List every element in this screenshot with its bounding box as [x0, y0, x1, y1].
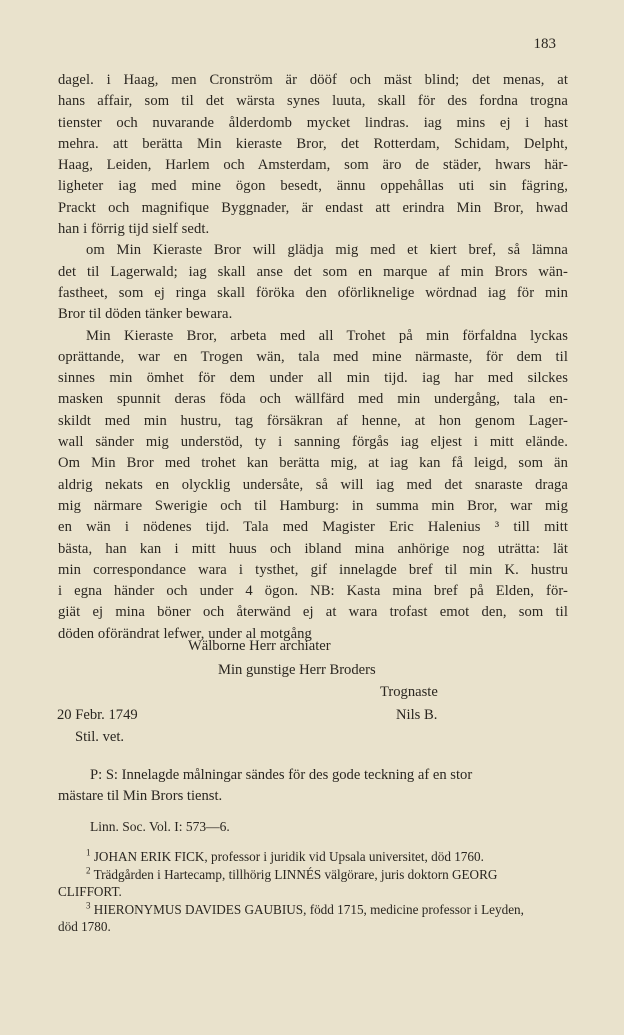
letter-date: 20 Febr. 1749: [57, 707, 138, 723]
text-line: aldrig nekats en olycklig undersåte, så will iag med det snaraste draga: [58, 476, 568, 493]
closing-salutation: Wälborne Herr archiater: [188, 638, 331, 654]
closing-line: Min gunstige Herr Broders: [218, 662, 376, 678]
text-line: Min Kieraste Bror, arbeta med all Trohet på min förfaldna lyckas: [86, 327, 568, 344]
postscript-line: P: S: Innelagde målningar sändes för des gode teckning af en stor: [90, 767, 473, 783]
closing-trognaste: Trognaste: [380, 684, 438, 700]
footnote: [58, 848, 568, 866]
text-line: wall sänder mig understöd, ty i sanning förgås iag eljest i mitt elände.: [58, 434, 568, 451]
source-citation: Linn. Soc. Vol. I: 573—6.: [90, 819, 230, 834]
footnote-text: HIERONYMUS DAVIDES GAUBIUS, född 1715, medicine professor i Leyden,: [93, 901, 524, 917]
footnote: [58, 866, 568, 901]
postscript: [58, 765, 568, 808]
footnote: [58, 901, 568, 936]
footnote-mark: 1: [86, 847, 91, 858]
text-line: dagel. i Haag, men Cronström är dööf och mäst blind; det menas, at: [58, 72, 568, 88]
footnote-mark: 3: [86, 900, 91, 911]
text-line: mig närmare Swerigie och til Hamburg: in summa min Bror, war mig: [58, 497, 568, 514]
text-line: Prackt och magnifique Byggnader, är endast att erindra Min Bror, hwad: [58, 199, 568, 216]
text-line: det til Lagerwald; iag skall anse det som en marque af min Brors wän-: [58, 263, 568, 280]
text-line: Haag, Leiden, Harlem och Amsterdam, som äro de städer, hwars här-: [58, 157, 568, 174]
text-line: masken spunnit deras föda och wällfärd med min undergång, tala en-: [58, 391, 568, 408]
text-line: om Min Kieraste Bror will glädja mig med et kiert bref, så lämna: [86, 242, 568, 259]
text-line: oprättande, war en Trogen wän, tala med mine närmaste, för dem til: [58, 348, 568, 365]
page-number: 183: [533, 36, 556, 52]
text-line: en wän i nödenes tijd. Tala med Magister Eric Halenius ³ till mitt: [58, 519, 568, 536]
footnote-text: JOHAN ERIK FICK, professor i juridik vid Upsala universitet, död 1760.: [93, 849, 484, 864]
footnote-text: död 1780.: [58, 919, 111, 934]
postscript-line: mästare til Min Brors tienst.: [58, 788, 223, 805]
text-line: skildt med min hustru, tag försäkran af henne, at hon genom Lager-: [58, 412, 568, 429]
text-line: i egna händer och under 4 ögon. NB: Kasta mina bref på Elden, för-: [58, 583, 568, 600]
text-line: sinnes min ömhet för dem under all min tijd. iag har med silckes: [58, 370, 568, 387]
text-line: han i förrig tijd sielf sedt.: [58, 221, 210, 238]
footnote-text: CLIFFORT.: [58, 884, 122, 899]
signature: Nils B.: [396, 707, 438, 723]
date-style: Stil. vet.: [75, 729, 125, 745]
text-line: Bror til döden tänker bewara.: [58, 306, 233, 323]
text-line: döden oförändrat lefwer, under al motgång: [58, 625, 312, 642]
letter-body: [58, 70, 568, 645]
text-line: tienster och nuvarande ålderdomb mycket lindras. iag mins ej i hast: [58, 114, 568, 131]
footnote-text: Trädgården i Hartecamp, tillhörig LINNÉS välgörare, juris doktorn GEORG: [93, 866, 498, 882]
text-line: fastheet, som ej ringa skall föröka den oförliknelige wördnad iag för min: [58, 284, 568, 301]
text-line: giät ej mina böner och återwänd ej at wara trofast emot den, som til: [58, 604, 568, 621]
footnotes: [58, 848, 568, 936]
text-line: ligheter iag med mine ögon besedt, ännu oppehållas uti sin fägring,: [58, 178, 568, 195]
text-line: hans affair, som til det wärsta synes luuta, skall för des fordna trogna: [58, 93, 568, 110]
text-line: min correspondance wara i tysthet, gif innelagde bref til min K. hustru: [58, 561, 568, 578]
text-line: bästa, han kan i mitt huus och ibland mina anhörige nog uträtta: lät: [58, 540, 568, 557]
text-line: Om Min Bror med trohet kan berätta mig, at iag kan få leigd, som än: [58, 455, 568, 472]
footnote-mark: 2: [86, 865, 91, 876]
text-line: mehra. att berätta Min kieraste Bror, det Rotterdam, Schidam, Delpht,: [58, 135, 568, 152]
